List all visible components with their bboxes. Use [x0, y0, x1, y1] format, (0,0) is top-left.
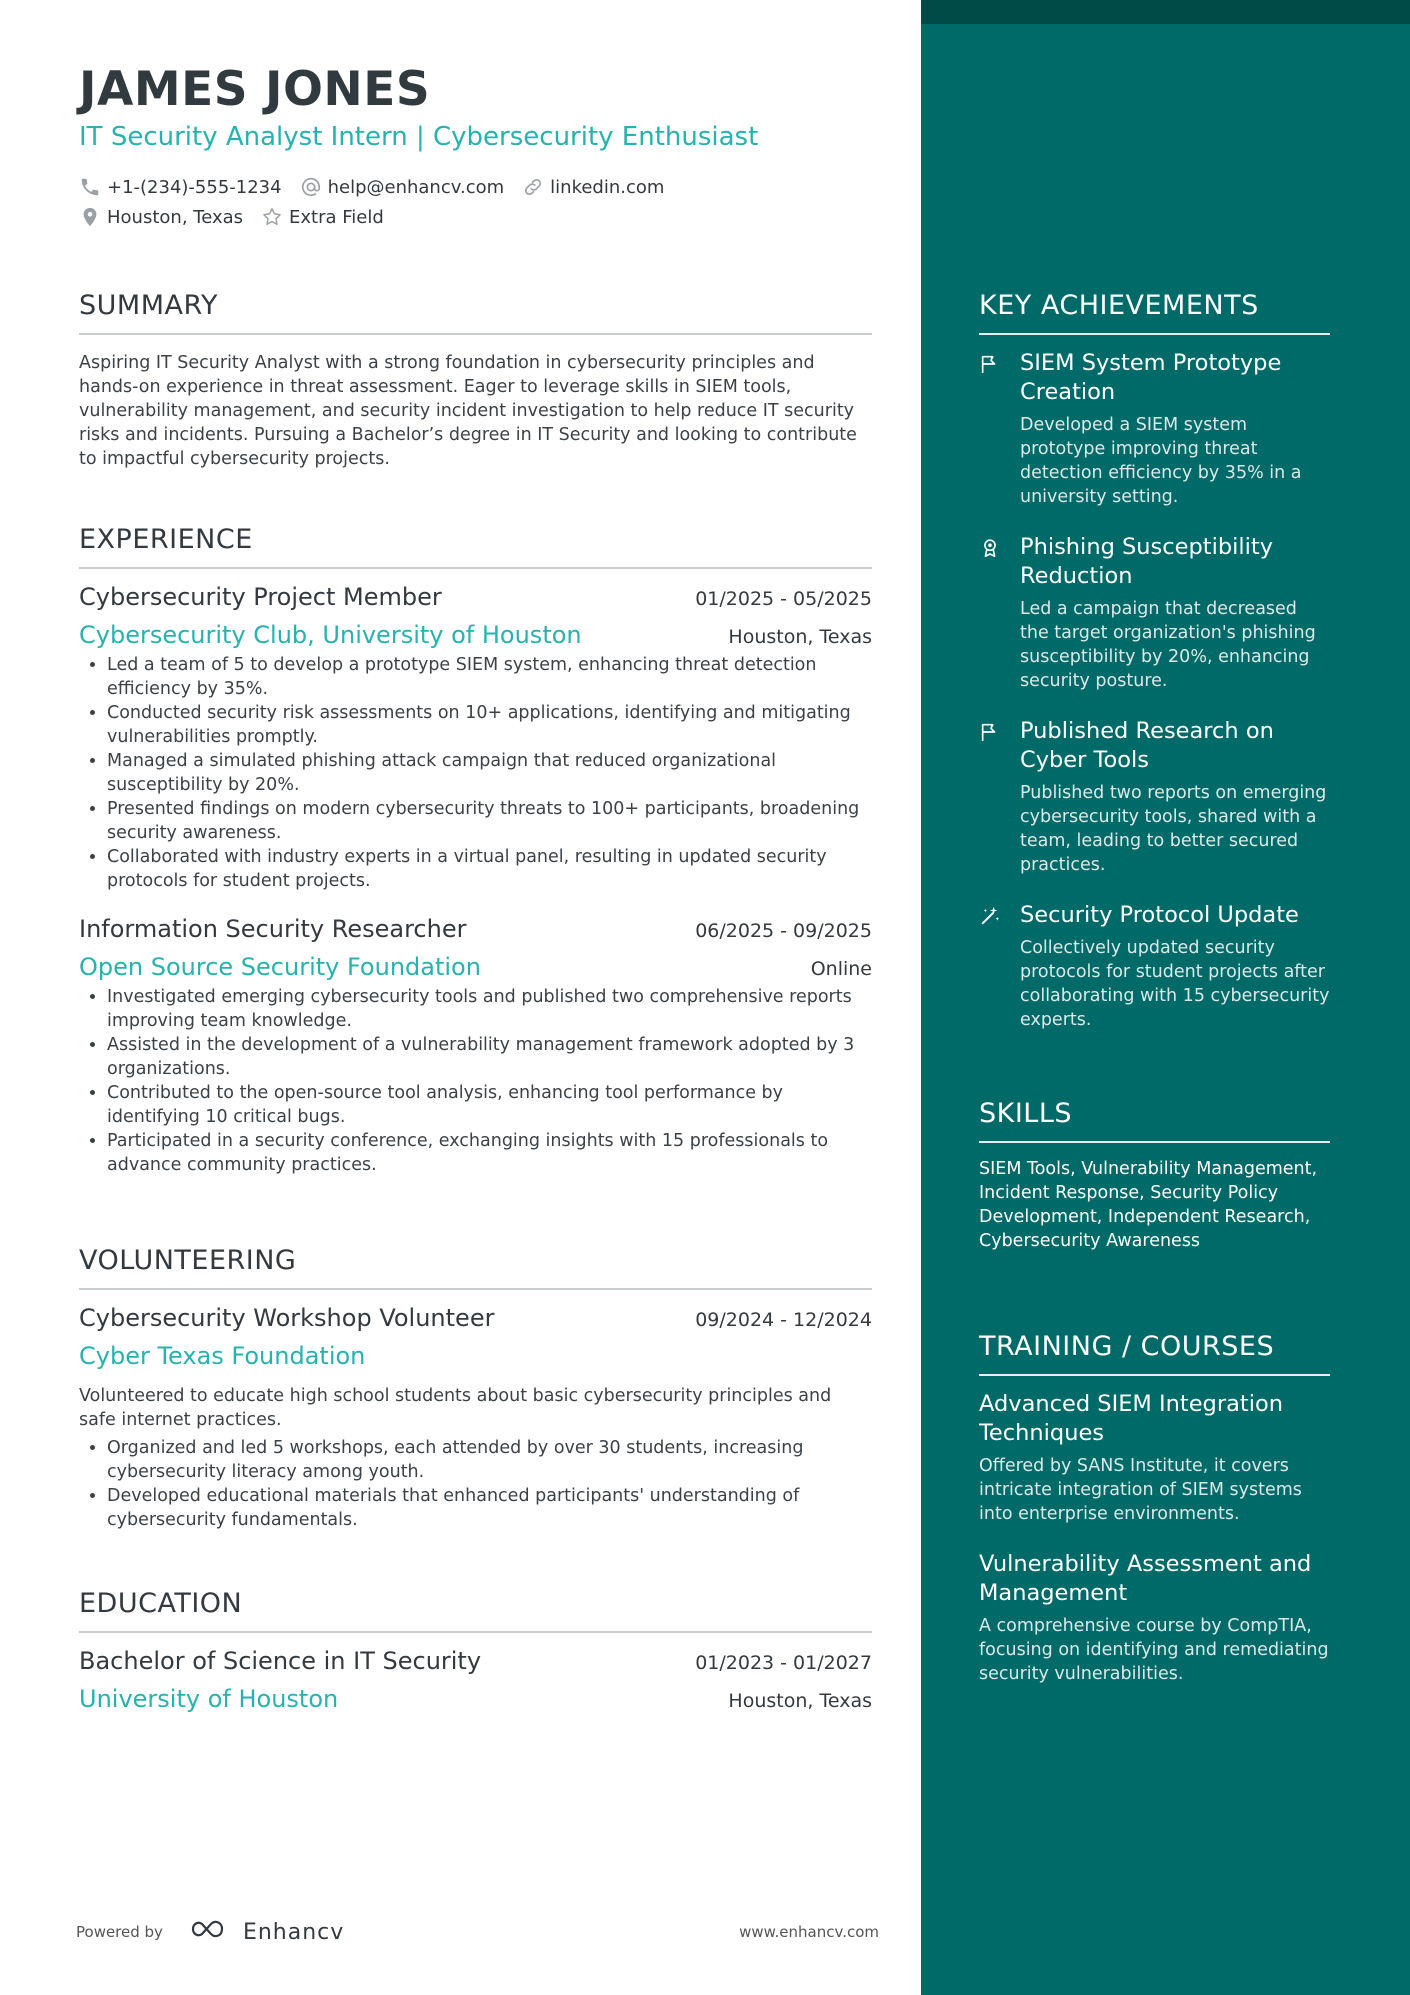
powered-by	[76, 1917, 344, 1947]
volunteer-bullets	[79, 1436, 872, 1532]
skills-title: SKILLS	[979, 1098, 1073, 1129]
education-section	[79, 1587, 872, 1713]
job-bullets	[79, 985, 872, 1177]
candidate-name: JAMES JONES	[79, 62, 431, 117]
volunteering-title: VOLUNTEERING	[79, 1245, 297, 1276]
skills-section	[979, 1097, 1330, 1253]
award-icon	[979, 533, 1020, 693]
bullet-item: • Organized and led 5 workshops, each attended by over 30 students, increasing cybersecurity literacy among youth.	[107, 1436, 872, 1484]
star-icon	[261, 206, 283, 228]
volunteer-role: Cybersecurity Workshop Volunteer	[79, 1304, 495, 1332]
achievements-title: KEY ACHIEVEMENTS	[979, 290, 1259, 321]
volunteer-dates: 09/2024 - 12/2024	[695, 1309, 872, 1331]
sidebar-top-bar	[921, 0, 1410, 24]
course-item	[979, 1390, 1330, 1526]
volunteering-section	[79, 1244, 872, 1532]
enhancv-logo[interactable]	[189, 1917, 344, 1947]
achievement-description: Led a campaign that decreased the target organization's phishing susceptibility by 20%, enhancing security posture.	[1020, 599, 1316, 691]
course-title: Vulnerability Assessment and Management	[979, 1551, 1312, 1606]
achievement-item	[979, 533, 1330, 693]
achievements-divider	[979, 333, 1330, 335]
bullet-item: • Collaborated with industry experts in a virtual panel, resulting in updated security protocols for student projects.	[107, 845, 872, 893]
job-location: Houston, Texas	[728, 626, 872, 648]
website-text: linkedin.com	[550, 176, 665, 198]
company-name: Open Source Security Foundation	[79, 953, 481, 981]
achievement-description: Published two reports on emerging cybersecurity tools, shared with a team, leading to better secured practices.	[1020, 783, 1327, 875]
volunteering-divider	[79, 1288, 872, 1290]
email-text: help@enhancv.com	[327, 176, 505, 198]
achievement-title: SIEM System Prototype Creation	[1020, 350, 1282, 405]
footer-website[interactable]: www.enhancv.com	[739, 1923, 879, 1941]
job-bullets	[79, 653, 872, 893]
bullet-item: • Presented findings on modern cybersecurity threats to 100+ participants, broadening security awareness.	[107, 797, 872, 845]
powered-by-label: Powered by	[76, 1923, 163, 1941]
bullet-item: • Assisted in the development of a vulnerability management framework adopted by 3 organizations.	[107, 1033, 872, 1081]
extra-text: Extra Field	[289, 206, 384, 228]
course-title: Advanced SIEM Integration Techniques	[979, 1391, 1283, 1446]
achievement-description: Collectively updated security protocols for student projects after collaborating with 15 cybersecurity experts.	[1020, 938, 1330, 1030]
education-divider	[79, 1631, 872, 1633]
contact-info	[79, 172, 879, 232]
magic-wand-icon	[979, 901, 1020, 1032]
training-section	[979, 1330, 1330, 1686]
job-dates: 06/2025 - 09/2025	[695, 920, 872, 942]
education-title: EDUCATION	[79, 1588, 243, 1619]
link-icon	[522, 176, 544, 198]
candidate-headline: IT Security Analyst Intern | Cybersecurity Enthusiast	[79, 122, 759, 152]
experience-entry	[79, 583, 872, 893]
course-description: A comprehensive course by CompTIA, focusing on identifying and remediating security vulnerabilities.	[979, 1616, 1329, 1684]
school-location: Houston, Texas	[728, 1690, 872, 1712]
flag-icon	[979, 349, 1020, 509]
bullet-item: • Developed educational materials that enhanced participants' understanding of cybersecurity fundamentals.	[107, 1484, 872, 1532]
experience-title: EXPERIENCE	[79, 524, 253, 555]
course-item	[979, 1550, 1330, 1686]
contact-location	[79, 206, 243, 228]
volunteer-org: Cyber Texas Foundation	[79, 1342, 366, 1370]
enhancv-logo-icon	[189, 1917, 235, 1947]
experience-section	[79, 523, 872, 1177]
flag-icon	[979, 717, 1020, 877]
experience-divider	[79, 567, 872, 569]
training-divider	[979, 1374, 1330, 1376]
achievement-item	[979, 901, 1330, 1032]
degree-name: Bachelor of Science in IT Security	[79, 1647, 482, 1675]
education-entry	[79, 1647, 872, 1713]
achievement-item	[979, 349, 1330, 509]
volunteer-description: Volunteered to educate high school students about basic cybersecurity principles and safe internet practices.	[79, 1386, 832, 1430]
phone-text: +1-(234)-555-1234	[107, 176, 282, 198]
contact-phone	[79, 176, 282, 198]
summary-divider	[79, 333, 872, 335]
location-pin-icon	[79, 206, 101, 228]
achievements-section	[979, 289, 1330, 1032]
bullet-item: • Led a team of 5 to develop a prototype SIEM system, enhancing threat detection efficiency by 35%.	[107, 653, 872, 701]
course-description: Offered by SANS Institute, it covers intricate integration of SIEM systems into enterprise environments.	[979, 1456, 1302, 1524]
bullet-item: • Participated in a security conference, exchanging insights with 15 professionals to advance community practices.	[107, 1129, 872, 1177]
achievement-title: Published Research on Cyber Tools	[1020, 718, 1274, 773]
achievement-item	[979, 717, 1330, 877]
school-name: University of Houston	[79, 1685, 339, 1713]
phone-icon	[79, 176, 101, 198]
education-dates: 01/2023 - 01/2027	[695, 1652, 872, 1674]
bullet-item: • Managed a simulated phishing attack campaign that reduced organizational susceptibility by 20%.	[107, 749, 872, 797]
contact-extra	[261, 206, 384, 228]
skills-list: SIEM Tools, Vulnerability Management, Incident Response, Security Policy Development, Independent Research, Cybersecurity Awareness	[979, 1159, 1318, 1251]
summary-text: Aspiring IT Security Analyst with a strong foundation in cybersecurity principles and hands-on experience in threat assessment. Eager to leverage skills in SIEM tools, vulnerability management, and security incident investigation to help reduce IT security risks and incidents. Pursuing a Bachelor’s degree in IT Security and looking to contribute to impactful cybersecurity projects.	[79, 353, 857, 469]
job-title: Information Security Researcher	[79, 915, 467, 943]
location-text: Houston, Texas	[107, 206, 244, 228]
volunteering-entry	[79, 1304, 872, 1532]
training-title: TRAINING / COURSES	[979, 1331, 1275, 1362]
experience-entry	[79, 915, 872, 1177]
summary-section	[79, 289, 872, 471]
job-location: Online	[810, 958, 872, 980]
achievement-title: Security Protocol Update	[1020, 902, 1299, 928]
contact-website[interactable]	[522, 176, 664, 198]
bullet-item: • Conducted security risk assessments on 10+ applications, identifying and mitigating vulnerabilities promptly.	[107, 701, 872, 749]
at-sign-icon	[300, 176, 322, 198]
achievement-title: Phishing Susceptibility Reduction	[1020, 534, 1274, 589]
footer	[76, 1917, 879, 1947]
bullet-item: • Contributed to the open-source tool analysis, enhancing tool performance by identifying 10 critical bugs.	[107, 1081, 872, 1129]
job-title: Cybersecurity Project Member	[79, 583, 442, 611]
brand-name: Enhancv	[242, 1919, 345, 1945]
contact-email[interactable]	[300, 176, 505, 198]
skills-divider	[979, 1141, 1330, 1143]
bullet-item: • Investigated emerging cybersecurity tools and published two comprehensive reports improving team knowledge.	[107, 985, 872, 1033]
company-name: Cybersecurity Club, University of Houston	[79, 621, 582, 649]
achievement-description: Developed a SIEM system prototype improving threat detection efficiency by 35% in a university setting.	[1020, 415, 1302, 507]
job-dates: 01/2025 - 05/2025	[695, 588, 872, 610]
summary-title: SUMMARY	[79, 290, 218, 321]
